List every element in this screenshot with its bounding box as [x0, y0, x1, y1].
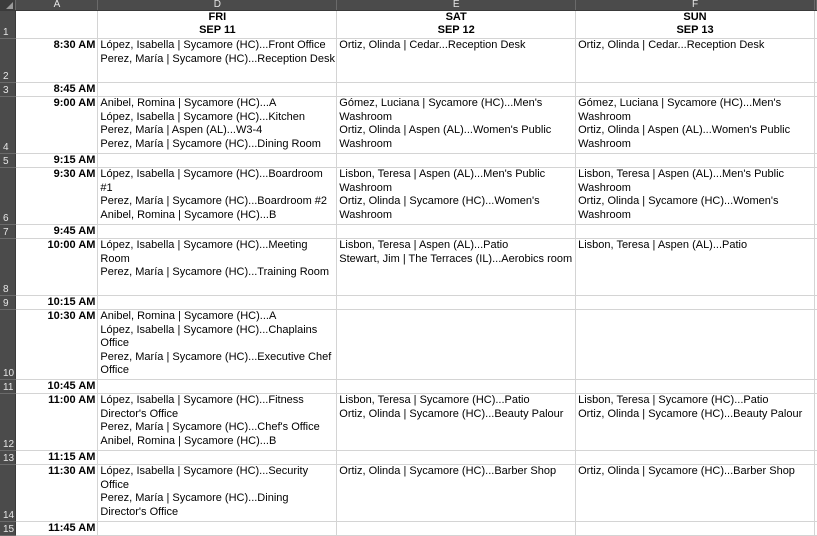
assignment-entry: Ortiz, Olinda | Aspen (AL)...Women's Public Washroom — [578, 124, 791, 150]
assignment-entry: Perez, María | Sycamore (HC)...Boardroom #2 — [100, 195, 328, 207]
cell-a1[interactable] — [16, 11, 98, 39]
schedule-cell-fri[interactable] — [98, 310, 337, 380]
time-cell[interactable] — [16, 451, 98, 465]
assignment-entry: López, Isabella | Sycamore (HC)...Security Office — [100, 465, 309, 491]
assignment-entry: Gómez, Luciana | Sycamore (HC)...Men's Washroom — [339, 97, 543, 123]
row-header[interactable]: 1 — [0, 11, 16, 39]
assignment-entry: López, Isabella | Sycamore (HC)...Chaplains Office — [100, 323, 318, 349]
cell-next-column[interactable] — [814, 310, 816, 380]
schedule-cell-fri[interactable] — [98, 39, 337, 83]
schedule-row — [0, 451, 817, 465]
schedule-cell-sun[interactable] — [576, 154, 815, 168]
assignment-entry: Ortiz, Olinda | Sycamore (HC)...Women's Washroom — [578, 195, 779, 221]
assignment-entry: López, Isabella | Sycamore (HC)...Fitness Director's Office — [100, 394, 304, 420]
row-header[interactable]: 11 — [0, 380, 16, 394]
time-label: 9:30 AM — [53, 168, 96, 180]
assignment-entry: Stewart, Jim | The Terraces (IL)...Aerobics room — [339, 252, 573, 265]
time-label: 11:00 AM — [48, 394, 96, 406]
schedule-cell-sat[interactable] — [337, 225, 576, 239]
time-label: 10:45 AM — [47, 380, 96, 392]
cell-next-column[interactable] — [814, 83, 816, 97]
assignment-entry: Anibel, Romina | Sycamore (HC)...A — [100, 310, 277, 322]
select-all-corner[interactable] — [0, 0, 16, 11]
time-label: 11:30 AM — [48, 465, 96, 477]
cell-next-column[interactable] — [814, 11, 816, 39]
schedule-cell-fri[interactable] — [98, 451, 337, 465]
assignment-entry: Ortiz, Olinda | Sycamore (HC)...Women's Washroom — [339, 195, 540, 221]
time-label: 11:45 AM — [48, 522, 96, 534]
day-header-fri[interactable] — [98, 11, 337, 39]
assignment-entry: Anibel, Romina | Sycamore (HC)...B — [100, 208, 277, 221]
cell-next-column[interactable] — [814, 39, 816, 83]
schedule-cell-sat[interactable] — [337, 97, 576, 154]
cell-next-column[interactable] — [814, 239, 816, 296]
cell-next-column[interactable] — [814, 394, 816, 451]
day-date: SEP 13 — [676, 24, 714, 36]
day-name: SAT — [445, 11, 467, 23]
schedule-cell-fri[interactable] — [98, 225, 337, 239]
cell-next-column[interactable] — [814, 451, 816, 465]
schedule-cell-sat[interactable] — [337, 380, 576, 394]
schedule-row — [0, 394, 817, 451]
time-label: 8:30 AM — [53, 39, 96, 51]
assignment-entry: Lisbon, Teresa | Aspen (AL)...Patio — [339, 239, 509, 251]
header-row — [0, 11, 817, 39]
time-label: 9:00 AM — [53, 97, 96, 109]
schedule-row — [0, 97, 817, 154]
assignment-entry: López, Isabella | Sycamore (HC)...Meeting Room — [100, 239, 308, 265]
schedule-cell-sun[interactable] — [576, 394, 815, 451]
schedule-cell-sun[interactable] — [576, 225, 815, 239]
schedule-cell-sat[interactable] — [337, 296, 576, 310]
row-header[interactable]: 14 — [0, 465, 16, 522]
schedule-cell-sun[interactable] — [576, 97, 815, 154]
assignment-entry: Perez, María | Sycamore (HC)...Dining Director's Office — [100, 492, 289, 518]
schedule-row — [0, 239, 817, 296]
schedule-cell-sun[interactable] — [576, 83, 815, 97]
assignment-entry: Anibel, Romina | Sycamore (HC)...B — [100, 434, 277, 447]
schedule-row — [0, 225, 817, 239]
assignment-entry: Lisbon, Teresa | Sycamore (HC)...Patio — [578, 394, 769, 406]
time-cell[interactable] — [16, 239, 98, 296]
row-header[interactable]: 15 — [0, 522, 16, 536]
schedule-cell-sat[interactable] — [337, 394, 576, 451]
time-cell[interactable] — [16, 97, 98, 154]
cell-next-column[interactable] — [814, 465, 816, 522]
row-header[interactable]: 6 — [0, 168, 16, 225]
assignment-entry: Ortiz, Olinda | Sycamore (HC)...Beauty Palour — [339, 407, 564, 420]
schedule-cell-fri[interactable] — [98, 168, 337, 225]
time-cell[interactable] — [16, 83, 98, 97]
schedule-cell-fri[interactable] — [98, 97, 337, 154]
schedule-cell-sat[interactable] — [337, 239, 576, 296]
schedule-cell-sat[interactable] — [337, 83, 576, 97]
time-label: 9:15 AM — [53, 154, 96, 166]
row-header[interactable]: 4 — [0, 97, 16, 154]
day-header-sun[interactable] — [576, 11, 815, 39]
schedule-row — [0, 522, 817, 536]
assignment-entry: Lisbon, Teresa | Aspen (AL)...Patio — [578, 239, 748, 251]
assignment-entry: Gómez, Luciana | Sycamore (HC)...Men's Washroom — [578, 97, 782, 123]
schedule-cell-fri[interactable] — [98, 296, 337, 310]
assignment-entry: Perez, María | Sycamore (HC)...Training Room — [100, 266, 330, 278]
schedule-cell-fri[interactable] — [98, 83, 337, 97]
time-cell[interactable] — [16, 465, 98, 522]
schedule-cell-sun[interactable] — [576, 522, 815, 536]
row-header[interactable]: 3 — [0, 83, 16, 97]
schedule-cell-sun[interactable] — [576, 239, 815, 296]
schedule-cell-sun[interactable] — [576, 310, 815, 380]
column-header-row — [0, 0, 817, 11]
schedule-cell-sun[interactable] — [576, 296, 815, 310]
time-cell[interactable] — [16, 296, 98, 310]
day-name: FRI — [208, 11, 227, 23]
assignment-entry: López, Isabella | Sycamore (HC)...Front Office — [100, 39, 326, 51]
schedule-cell-fri[interactable] — [98, 522, 337, 536]
row-header[interactable]: 10 — [0, 310, 16, 380]
row-header[interactable]: 9 — [0, 296, 16, 310]
assignment-entry: Perez, María | Sycamore (HC)...Reception Desk — [100, 52, 335, 65]
column-header-d[interactable]: D — [98, 0, 337, 11]
column-header-e[interactable]: E — [337, 0, 576, 11]
schedule-cell-sun[interactable] — [576, 380, 815, 394]
time-label: 10:30 AM — [47, 310, 96, 322]
schedule-cell-fri[interactable] — [98, 239, 337, 296]
schedule-row — [0, 168, 817, 225]
time-label: 10:15 AM — [47, 296, 96, 308]
time-label: 10:00 AM — [47, 239, 96, 251]
assignment-entry: Lisbon, Teresa | Aspen (AL)...Men's Public Washroom — [339, 168, 546, 194]
assignment-entry: Ortiz, Olinda | Sycamore (HC)...Barber Shop — [578, 465, 795, 477]
schedule-cell-sat[interactable] — [337, 451, 576, 465]
assignment-entry: Ortiz, Olinda | Cedar...Reception Desk — [339, 39, 526, 51]
cell-next-column[interactable] — [814, 380, 816, 394]
assignment-entry: Perez, María | Sycamore (HC)...Executive Chef Office — [100, 350, 332, 376]
time-cell[interactable] — [16, 225, 98, 239]
assignment-entry: Ortiz, Olinda | Cedar...Reception Desk — [578, 39, 765, 51]
row-header[interactable]: 7 — [0, 225, 16, 239]
select-all-triangle-icon — [6, 2, 13, 9]
schedule-row — [0, 310, 817, 380]
schedule-cell-sun[interactable] — [576, 465, 815, 522]
time-cell[interactable] — [16, 168, 98, 225]
schedule-row — [0, 296, 817, 310]
assignment-entry: Perez, María | Aspen (AL)...W3-4 — [100, 124, 263, 136]
cell-next-column[interactable] — [814, 296, 816, 310]
schedule-row — [0, 465, 817, 522]
day-name: SUN — [683, 11, 707, 23]
schedule-cell-sun[interactable] — [576, 39, 815, 83]
schedule-cell-sun[interactable] — [576, 168, 815, 225]
cell-next-column[interactable] — [814, 225, 816, 239]
schedule-cell-sun[interactable] — [576, 451, 815, 465]
schedule-row — [0, 380, 817, 394]
column-header-next[interactable] — [814, 0, 816, 11]
assignment-entry: Anibel, Romina | Sycamore (HC)...A — [100, 97, 277, 109]
column-header-f[interactable]: F — [576, 0, 815, 11]
assignment-entry: Lisbon, Teresa | Aspen (AL)...Men's Public Washroom — [578, 168, 785, 194]
cell-next-column[interactable] — [814, 168, 816, 225]
time-label: 8:45 AM — [53, 83, 96, 95]
cell-next-column[interactable] — [814, 97, 816, 154]
time-label: 11:15 AM — [48, 451, 96, 463]
day-date: SEP 11 — [199, 24, 236, 36]
schedule-row — [0, 154, 817, 168]
row-header[interactable]: 5 — [0, 154, 16, 168]
schedule-row — [0, 39, 817, 83]
row-header[interactable]: 2 — [0, 39, 16, 83]
row-header[interactable]: 8 — [0, 239, 16, 296]
assignment-entry: Lisbon, Teresa | Sycamore (HC)...Patio — [339, 394, 530, 406]
assignment-entry: López, Isabella | Sycamore (HC)...Kitchen — [100, 110, 306, 123]
time-label: 9:45 AM — [53, 225, 96, 237]
assignment-entry: Ortiz, Olinda | Aspen (AL)...Women's Public Washroom — [339, 124, 552, 150]
schedule-cell-sat[interactable] — [337, 168, 576, 225]
assignment-entry: Perez, María | Sycamore (HC)...Chef's Office — [100, 421, 320, 433]
schedule-row — [0, 83, 817, 97]
assignment-entry: López, Isabella | Sycamore (HC)...Boardroom #1 — [100, 168, 323, 194]
schedule-cell-sat[interactable] — [337, 310, 576, 380]
time-cell[interactable] — [16, 310, 98, 380]
time-cell[interactable] — [16, 380, 98, 394]
assignment-entry: Ortiz, Olinda | Sycamore (HC)...Beauty Palour — [578, 407, 803, 420]
assignment-entry: Perez, María | Sycamore (HC)...Dining Room — [100, 137, 321, 150]
cell-next-column[interactable] — [814, 154, 816, 168]
schedule-cell-fri[interactable] — [98, 465, 337, 522]
schedule-cell-sat[interactable] — [337, 154, 576, 168]
assignment-entry: Ortiz, Olinda | Sycamore (HC)...Barber Shop — [339, 465, 557, 477]
cell-next-column[interactable] — [814, 522, 816, 536]
schedule-cell-fri[interactable] — [98, 394, 337, 451]
schedule-cell-sat[interactable] — [337, 522, 576, 536]
row-header[interactable]: 12 — [0, 394, 16, 451]
day-date: SEP 12 — [437, 24, 475, 36]
schedule-cell-fri[interactable] — [98, 154, 337, 168]
schedule-cell-fri[interactable] — [98, 380, 337, 394]
schedule-cell-sat[interactable] — [337, 465, 576, 522]
row-header[interactable]: 13 — [0, 451, 16, 465]
time-cell[interactable] — [16, 394, 98, 451]
schedule-cell-sat[interactable] — [337, 39, 576, 83]
time-cell[interactable] — [16, 154, 98, 168]
time-cell[interactable] — [16, 522, 98, 536]
column-header-a[interactable]: A — [16, 0, 98, 11]
day-header-sat[interactable] — [337, 11, 576, 39]
time-cell[interactable] — [16, 39, 98, 83]
